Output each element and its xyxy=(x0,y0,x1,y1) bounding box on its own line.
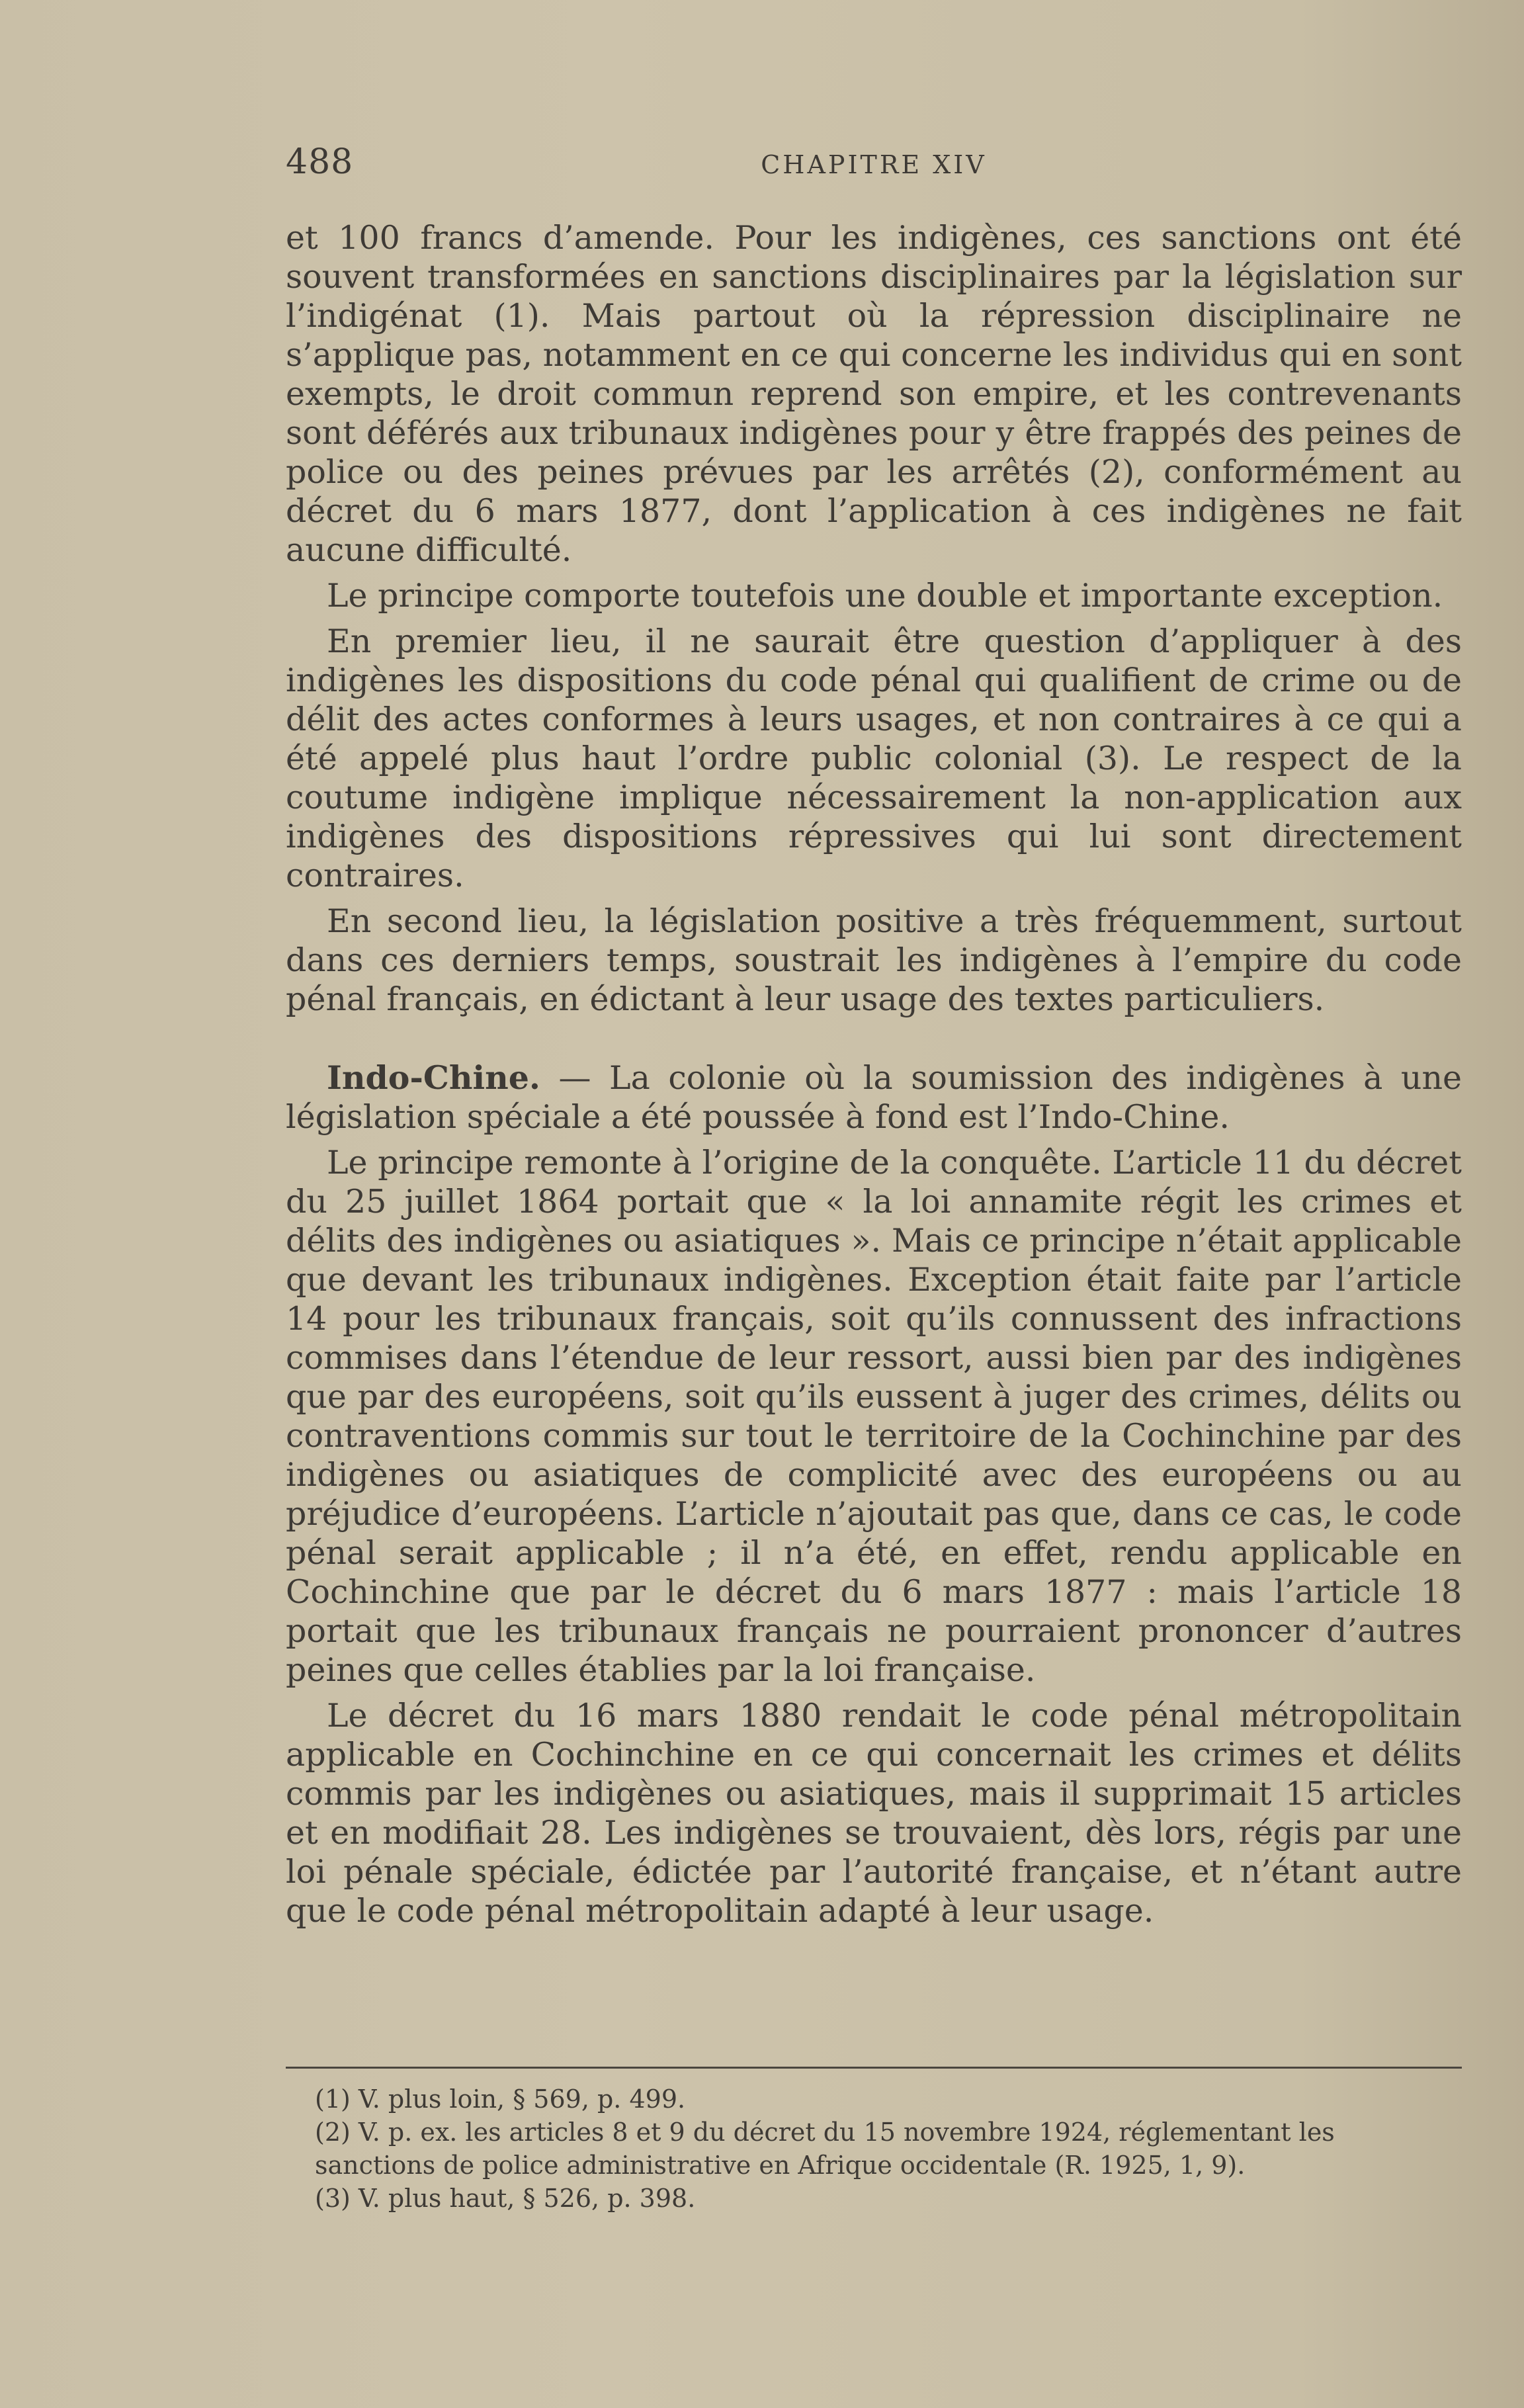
section-dash: — xyxy=(540,1059,610,1097)
section-heading-paragraph xyxy=(286,1058,1462,1137)
footnote: (2) V. p. ex. les articles 8 et 9 du décret du 15 novembre 1924, réglementant les sanctions de police administrative en Afrique occidentale (R. 1925, 1, 9). xyxy=(315,2118,1335,2180)
page-header xyxy=(286,142,1462,189)
paragraph: En second lieu, la législation positive a très fréquemment, surtout dans ces derniers temps, soustrait les indigènes à l’empire du code pénal français, en édictant à leur usage des textes particuliers. xyxy=(286,902,1462,1018)
section-title: Indo-Chine. xyxy=(327,1058,540,1097)
paragraph: En premier lieu, il ne saurait être question d’appliquer à des indigènes les dispositions du code pénal qui qualifient de crime ou de délit des actes conformes à leurs usages, et non contraires à ce qui a été appelé plus haut l’ordre public colonial (3). Le respect de la coutume indigène implique nécessairement la non-application aux indigènes des dispositions répressives qui lui sont directement contraires. xyxy=(286,623,1462,894)
footnote-divider xyxy=(286,2067,1462,2069)
paragraph: Le décret du 16 mars 1880 rendait le code pénal métropolitain applicable en Cochinchine en ce qui concernait les crimes et délits commis par les indigènes ou asiatiques, mais il supprimait 15 articles et en modifiait 28. Les indigènes se trouvaient, dès lors, régis par une loi pénale spéciale, édictée par l’autorité française, et n’étant autre que le code pénal métropolitain adapté à leur usage. xyxy=(286,1697,1462,1930)
section-lead-text: La colonie où la soumission des indigènes à une législation spéciale a été poussée à fond est l’Indo-Chine. xyxy=(286,1059,1462,1136)
running-title: CHAPITRE XIV xyxy=(761,150,987,179)
body-text xyxy=(286,218,1462,1937)
page-number: 488 xyxy=(286,142,354,182)
footnote: (1) V. plus loin, § 569, p. 499. xyxy=(315,2085,686,2114)
footnotes xyxy=(286,2083,1462,2215)
paragraph-continuation: et 100 francs d’amende. Pour les indigènes, ces sanctions ont été souvent transformées en sanctions disciplinaires par la législation sur l’indigénat (1). Mais partout où la répression disciplinaire ne s’applique pas, notamment en ce qui concerne les individus qui en sont exempts, le droit commun reprend son empire, et les contrevenants sont déférés aux tribunaux indigènes pour y être frappés des peines de police ou des peines prévues par les arrêtés (2), conformément au décret du 6 mars 1877, dont l’application à ces indigènes ne fait aucune difficulté. xyxy=(286,219,1462,569)
paragraph: Le principe remonte à l’origine de la conquête. L’article 11 du décret du 25 juillet 1864 portait que « la loi annamite régit les crimes et délits des indigènes ou asiatiques ». Mais ce principe n’était applicable que devant les tribunaux indigènes. Exception était faite par l’article 14 pour les tribunaux français, soit qu’ils connussent des infractions commises dans l’étendue de leur ressort, aussi bien par des indigènes que par des européens, soit qu’ils eussent à juger des crimes, délits ou contraventions commis sur tout le territoire de la Cochinchine par des indigènes ou asiatiques de complicité avec des européens ou au préjudice d’européens. L’article n’ajoutait pas que, dans ce cas, le code pénal serait applicable ; il n’a été, en effet, rendu applicable en Cochinchine que par le décret du 6 mars 1877 : mais l’article 18 portait que les tribunaux français ne pourraient prononcer d’autres peines que celles établies par la loi française. xyxy=(286,1144,1462,1689)
paragraph: Le principe comporte toutefois une double et importante exception. xyxy=(327,577,1443,615)
footnote: (3) V. plus haut, § 526, p. 398. xyxy=(315,2184,696,2213)
